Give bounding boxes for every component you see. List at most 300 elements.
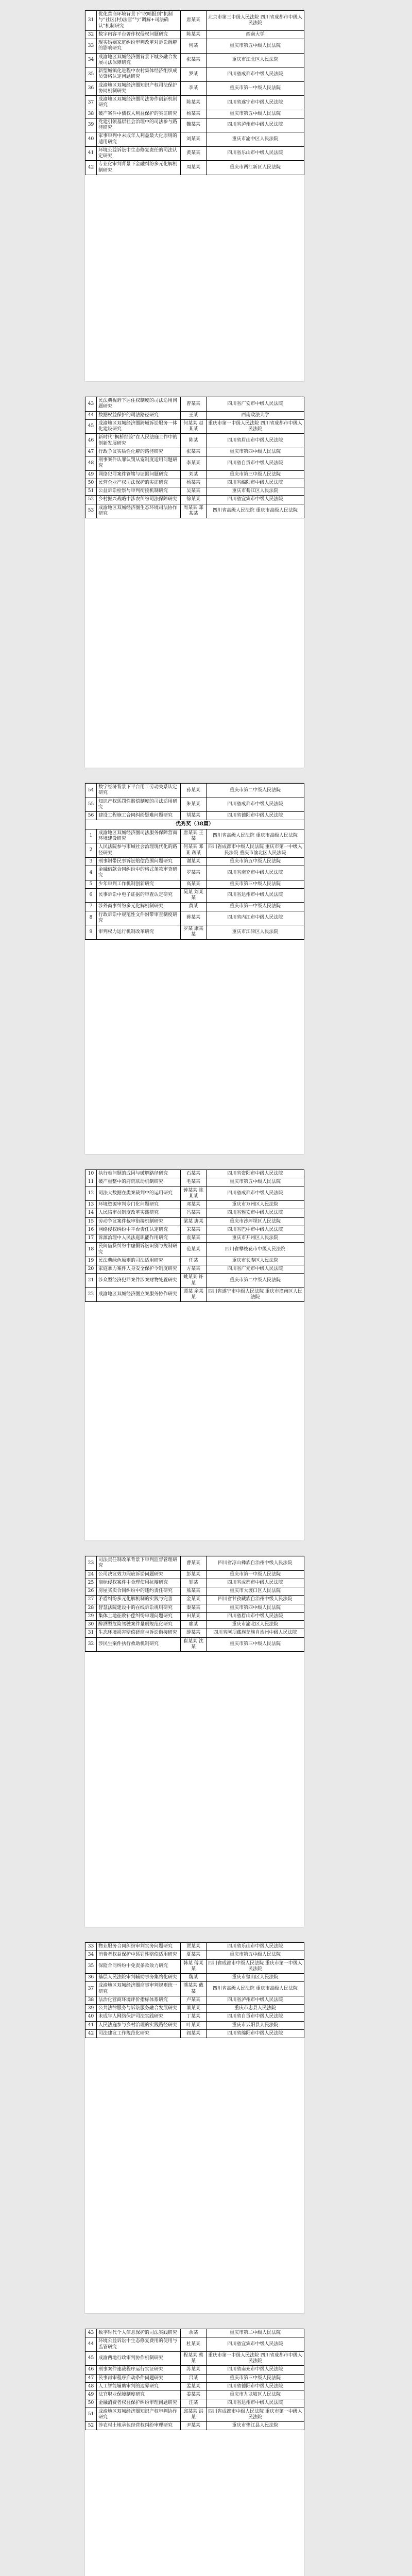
table-row: [85, 448, 304, 456]
author: 卢某某: [181, 1996, 207, 2004]
row-number: 34: [85, 1951, 97, 1959]
author: 罗某某: [181, 866, 207, 880]
affiliation: 重庆市万州区人民法院: [207, 1201, 304, 1209]
paper-title: 金融借款合同纠纷中的格式条款审查研究: [97, 866, 181, 880]
row-number: 19: [85, 1257, 97, 1265]
row-number: 23: [85, 1556, 97, 1571]
table-row: [85, 857, 304, 866]
affiliation: 重庆市垫江县人民法院: [207, 2422, 304, 2430]
paper-title: 环境公益诉讼中生态修复费用的使用与监管研究: [97, 2337, 181, 2352]
author: 李某某: [181, 456, 207, 471]
affiliation: 北京市第三中级人民法院 四川省成都市中级人民法院: [207, 11, 304, 31]
author: 梁某 唐某: [181, 1217, 207, 1226]
paper-title: 环境公益诉讼中生态修复责任的司法认定研究: [97, 146, 181, 161]
paper-title: 成渝地区双城经济圈司法服务保障营商环境建设研究: [97, 829, 181, 843]
paper-title: 优化营商环境背景下“吹哨报到”机制与“社区(村)法官”与“调解+司法确认”机制研究: [97, 11, 181, 31]
paper-title: 行政争议实质性化解的路径研究: [97, 448, 181, 456]
row-number: 55: [85, 798, 97, 812]
row-number: 48: [85, 2382, 97, 2391]
row-number: 33: [85, 39, 97, 54]
paper-title: 法官职业保障制度研究: [97, 2391, 181, 2399]
author: 田某某: [181, 1612, 207, 1620]
author: 蒋某某: [181, 911, 207, 925]
paper-title: 公司决议效力瑕疵诉讼问题研究: [97, 1570, 181, 1579]
table-row: [85, 67, 304, 82]
affiliation: 西南政法大学: [207, 411, 304, 419]
row-number: 28: [85, 1604, 97, 1612]
affiliation: 重庆市第一中级人民法院 四川省成都市中级人民法院: [207, 419, 304, 434]
row-number: 5: [85, 880, 97, 888]
table-row: [85, 1217, 304, 1226]
row-number: 2: [85, 843, 97, 858]
affiliation: 四川省成都市中级人民法院: [207, 1579, 304, 1587]
table-row: [85, 1556, 304, 1571]
author: 孟某某: [181, 2382, 207, 2391]
row-number: 43: [85, 2329, 97, 2337]
row-number: 8: [85, 911, 97, 925]
row-number: 26: [85, 1587, 97, 1596]
table-row: [85, 2013, 304, 2021]
table-row: [85, 1187, 304, 1201]
paper-title: 涉民生案件执行救助机制研究: [97, 1637, 181, 1652]
row-number: 36: [85, 81, 97, 96]
paper-title: 网络侵权纠纷中平台责任认定研究: [97, 1226, 181, 1234]
row-number: 32: [85, 30, 97, 39]
table-row: [85, 1621, 304, 1629]
author: 金某某: [181, 1596, 207, 1604]
table-row: [85, 911, 304, 925]
row-number: 52: [85, 2422, 97, 2430]
table-row: [85, 397, 304, 412]
table-row: [85, 1951, 304, 1959]
table-row: [85, 110, 304, 118]
author: 陈某: [181, 434, 207, 448]
row-number: 53: [85, 504, 97, 518]
paper-title: 司法建议工作规范化研究: [97, 2029, 181, 2038]
table-row: [85, 2382, 304, 2391]
table-row: [85, 843, 304, 858]
table-row: [85, 411, 304, 419]
table-row: [85, 925, 304, 940]
affiliation: 重庆市大渡口区人民法院: [207, 1587, 304, 1596]
affiliation: 重庆市开州区人民法院: [207, 1234, 304, 1243]
affiliation: 四川省高级人民法院 重庆市高级人民法院: [207, 1982, 304, 1996]
author: 吴某 刘某某: [181, 888, 207, 903]
author: 刘某: [181, 470, 207, 479]
paper-title: 成渝地区双城经济圈生态环境司法协作研究: [97, 504, 181, 518]
row-number: 40: [85, 2013, 97, 2021]
row-number: 11: [85, 1178, 97, 1187]
paper-title: 成渝地区双城经济圈跨域诉讼服务一体化建设研究: [97, 419, 181, 434]
table-row: [85, 434, 304, 448]
table-row: [85, 866, 304, 880]
paper-title: 数字经济背景下平台用工劳动关系认定研究: [97, 784, 181, 798]
table-row: [85, 1996, 304, 2004]
paper-title: 数字时代个人信息保护的司法实践研究: [97, 2329, 181, 2337]
paper-title: 新型城镇化进程中农村集体经济组织成员资格认定问题研究: [97, 67, 181, 82]
paper-title: 现实婚姻家庭纠纷审判改革对诉讼调解的影响研究: [97, 39, 181, 54]
author: 夏某某: [181, 1951, 207, 1959]
paper-title: 知识产权惩罚性赔偿制度的司法适用研究: [97, 798, 181, 812]
affiliation: 重庆市江北区人民法院: [207, 53, 304, 67]
affiliation: 四川省眉山市中级人民法院: [207, 1612, 304, 1620]
paper-title: 法治化营商环境评价指标体系研究: [97, 1996, 181, 2004]
author: 谢某某: [181, 857, 207, 866]
row-number: 38: [85, 1996, 97, 2004]
author: 陈某某: [181, 30, 207, 39]
author: 魏某某: [181, 118, 207, 132]
table-row: [85, 146, 304, 161]
paper-title: 物业服务合同纠纷审判实务问题研究: [97, 1943, 181, 1951]
paper-title: 家事审判中未成年人利益最大化原则的适用研究: [97, 132, 181, 147]
affiliation: 重庆市渝中区人民法院: [207, 132, 304, 147]
table-row: [85, 39, 304, 54]
row-number: 47: [85, 448, 97, 456]
paper-title: 未成年人网络保护司法实践研究: [97, 2013, 181, 2021]
award-table: [85, 1942, 304, 2038]
paper-title: 民间借贷纠纷中虚假诉讼识别与规制研究: [97, 1243, 181, 1257]
table-row: [85, 2399, 304, 2408]
paper-title: 人民法庭参与乡村治理的实践路径研究: [97, 2021, 181, 2029]
table-row: [85, 1943, 304, 1951]
row-number: 33: [85, 1943, 97, 1951]
affiliation: 重庆市第二中级人民法院: [207, 2329, 304, 2337]
paper-title: 生态环境损害赔偿磋商与诉讼衔接研究: [97, 1629, 181, 1637]
row-number: 27: [85, 1596, 97, 1604]
paper-title: 成渝地区双城经济圈商事审判规则统一研究: [97, 1982, 181, 1996]
row-number: 4: [85, 866, 97, 880]
table-row: [85, 1287, 304, 1302]
affiliation: 四川省乐山市中级人民法院: [207, 1943, 304, 1951]
paper-title: 审判权力运行机制改革研究: [97, 925, 181, 940]
row-number: 21: [85, 1274, 97, 1288]
author: 宋某某: [181, 1226, 207, 1234]
author: 曾某某: [181, 397, 207, 412]
affiliation: 重庆市九龙坡区人民法院: [207, 2391, 304, 2399]
row-number: 32: [85, 1637, 97, 1652]
table-row: [85, 96, 304, 110]
table-row: [85, 2005, 304, 2013]
table-row: [85, 81, 304, 96]
table-row: [85, 784, 304, 798]
affiliation: 四川省成都市中级人民法院 重庆市第一中级人民法院 重庆市渝北区人民法院: [207, 843, 304, 858]
row-number: 50: [85, 479, 97, 487]
paper-title: 新时代“枫桥经验”在人民法庭工作中的创新发展研究: [97, 434, 181, 448]
row-number: 44: [85, 2337, 97, 2352]
table-row: [85, 2391, 304, 2399]
paper-title: 劳动争议案件裁审衔接机制研究: [97, 1217, 181, 1226]
paper-title: 刑事附带民事诉讼赔偿范围问题研究: [97, 857, 181, 866]
affiliation: 四川省自贡市中级人民法院: [207, 456, 304, 471]
table-row: [85, 798, 304, 812]
affiliation: 重庆市第一中级人民法院: [207, 903, 304, 911]
author: 徐某某: [181, 496, 207, 504]
author: 阎某某: [181, 2029, 207, 2038]
affiliation: 四川省资阳市中级人民法院: [207, 1170, 304, 1178]
author: 贾某某: [181, 1943, 207, 1951]
table-row: [85, 1257, 304, 1265]
author: 姚某某 许某: [181, 1274, 207, 1288]
table-row: [85, 456, 304, 471]
paper-title: 数字内容平台著作权侵权问题研究: [97, 30, 181, 39]
affiliation: 四川省内江市中级人民法院: [207, 911, 304, 925]
affiliation: 重庆市第五中级人民法院: [207, 39, 304, 54]
row-number: 41: [85, 2021, 97, 2029]
paper-title: 环境资源审判专门化问题研究: [97, 1201, 181, 1209]
table-row: [85, 53, 304, 67]
table-row: [85, 1178, 304, 1187]
affiliation: 四川省成都市中级人民法院: [207, 67, 304, 82]
paper-title: 诉源治理中人民法庭职能作用研究: [97, 1234, 181, 1243]
author: 苏某某: [181, 2366, 207, 2374]
row-number: 40: [85, 132, 97, 147]
row-number: 3: [85, 857, 97, 866]
affiliation: 重庆市第五中级人民法院: [207, 857, 304, 866]
affiliation: 四川省宜宾市中级人民法院: [207, 2337, 304, 2352]
row-number: 16: [85, 1226, 97, 1234]
table-row: [85, 1201, 304, 1209]
table-row: [85, 2422, 304, 2430]
paper-title: 涉外商事纠纷多元化解机制研究: [97, 903, 181, 911]
author: 张某某: [181, 448, 207, 456]
row-number: 6: [85, 888, 97, 903]
table-row: [85, 1974, 304, 1982]
paper-title: 成渝地区双城经济圈立案服务协作研究: [97, 1287, 181, 1302]
row-number: 31: [85, 1629, 97, 1637]
affiliation: 四川省广安市中级人民法院: [207, 397, 304, 412]
row-number: 37: [85, 96, 97, 110]
row-number: 14: [85, 1209, 97, 1217]
row-number: 51: [85, 2408, 97, 2422]
author: 陈某某: [181, 96, 207, 110]
author: 袁某某: [181, 1234, 207, 1243]
row-number: 45: [85, 2351, 97, 2366]
author: 张某某: [181, 53, 207, 67]
affiliation: 重庆市第三中级人民法院: [207, 1637, 304, 1652]
paper-title: 人工智能辅助审判的边界研究: [97, 2382, 181, 2391]
row-number: 49: [85, 470, 97, 479]
row-number: 35: [85, 67, 97, 82]
affiliation: 重庆市忠县人民法院: [207, 2005, 304, 2013]
paper-title: 民营企业产权司法保护的实证研究: [97, 479, 181, 487]
paper-title: 成渝地区双城经济圈司法协作创新机制研究: [97, 96, 181, 110]
affiliation: 重庆市两江新区人民法院: [207, 161, 304, 175]
affiliation: 四川省泸州市中级人民法院: [207, 1996, 304, 2004]
paper-title: 专业化审判背景下金融纠纷多元化解机制研究: [97, 161, 181, 175]
row-number: 35: [85, 1959, 97, 1974]
row-number: 22: [85, 1287, 97, 1302]
paper-title: 保险合同纠纷中免责条款效力研究: [97, 1959, 181, 1974]
author: 孙某某: [181, 784, 207, 798]
affiliation: 重庆市第三中级人民法院: [207, 880, 304, 888]
author: 高某某: [181, 880, 207, 888]
award-table: [85, 1556, 304, 1652]
author: 廖某: [181, 1621, 207, 1629]
paper-title: 破产重整中的府院联动机制研究: [97, 1178, 181, 1187]
author: 汪某: [181, 2399, 207, 2408]
author: 邱某某 洪某: [181, 2408, 207, 2422]
paper-title: 房屋买卖合同纠纷中的违约责任研究: [97, 1587, 181, 1596]
row-number: 1: [85, 829, 97, 843]
paper-title: 党建引领基层社会治理中的司法参与路径研究: [97, 118, 181, 132]
author: 冯某某: [181, 1209, 207, 1217]
author: 萧某某: [181, 2005, 207, 2013]
author: 薛某某: [181, 1629, 207, 1637]
paper-title: 司法责任制改革背景下审判监督管理研究: [97, 1556, 181, 1571]
table-row: [85, 1170, 304, 1178]
author: 唐某某 王某: [181, 829, 207, 843]
row-number: 39: [85, 2005, 97, 2013]
award-table: [85, 1170, 304, 1302]
author: 吴某某: [181, 487, 207, 496]
paper-title: 刑事案件速裁程序运行实证研究: [97, 2366, 181, 2374]
author: 何某: [181, 39, 207, 54]
author: 杜某某: [181, 2337, 207, 2352]
row-number: 24: [85, 1570, 97, 1579]
author: 方某某: [181, 1265, 207, 1274]
row-number: 56: [85, 812, 97, 820]
section-heading: 优秀奖（38篇）: [85, 820, 304, 829]
affiliation: 西南大学: [207, 30, 304, 39]
paper-title: 矛盾纠纷多元化解机制的实践与完善: [97, 1596, 181, 1604]
affiliation: 四川省乐山市中级人民法院: [207, 146, 304, 161]
row-number: 48: [85, 456, 97, 471]
table-row: [85, 2021, 304, 2029]
affiliation: 重庆市渝北区人民法院: [207, 1621, 304, 1629]
author: 杨某某: [181, 479, 207, 487]
affiliation: 重庆市第五中级人民法院: [207, 110, 304, 118]
paper-title: 刑事案件认罪认罚从宽制度适用问题研究: [97, 456, 181, 471]
affiliation: 重庆市第一中级人民法院 四川省成都市中级人民法院: [207, 2351, 304, 2366]
affiliation: 重庆市第二中级人民法院: [207, 784, 304, 798]
row-number: 39: [85, 118, 97, 132]
author: 魏某: [181, 1974, 207, 1982]
author: 潘某某 戴某: [181, 1982, 207, 1996]
paper-title: 公益诉讼检察与审判衔接机制研究: [97, 487, 181, 496]
author: 程某某 蔡某: [181, 2351, 207, 2366]
paper-title: 集体土地征收补偿纠纷审理问题研究: [97, 1612, 181, 1620]
table-row: [85, 2374, 304, 2382]
affiliation: 四川省高级人民法院 重庆市高级人民法院: [207, 829, 304, 843]
affiliation: 四川省绵阳市中级人民法院: [207, 479, 304, 487]
author: 周某某 郑某某: [181, 504, 207, 518]
document-page-1: [85, 10, 304, 381]
table-row: [85, 1612, 304, 1620]
table-row: [85, 132, 304, 147]
row-number: 41: [85, 146, 97, 161]
author: 任某: [181, 1257, 207, 1265]
affiliation: 四川省南充市中级人民法院: [207, 866, 304, 880]
table-row: [85, 2408, 304, 2422]
affiliation: 重庆市綦江区人民法院: [207, 487, 304, 496]
paper-title: 民事诉讼中电子证据的审查认定研究: [97, 888, 181, 903]
award-table: [85, 783, 304, 940]
row-number: 37: [85, 1982, 97, 1996]
affiliation: 四川省德阳市中级人民法院: [207, 812, 304, 820]
row-number: 45: [85, 419, 97, 434]
affiliation: 重庆市第一中级人民法院: [207, 1570, 304, 1579]
row-number: 9: [85, 925, 97, 940]
row-number: 25: [85, 1579, 97, 1587]
affiliation: 四川省达州市中级人民法院: [207, 888, 304, 903]
table-row: [85, 1982, 304, 1996]
affiliation: 四川省雅安市中级人民法院: [207, 1209, 304, 1217]
affiliation: 四川省高级人民法院 重庆市高级人民法院: [207, 504, 304, 518]
table-row: [85, 1959, 304, 1974]
row-number: 13: [85, 1201, 97, 1209]
author: 何某某 邓某 蒋某: [181, 843, 207, 858]
author: 唐某某: [181, 11, 207, 31]
author: 李某: [181, 81, 207, 96]
row-number: 50: [85, 2399, 97, 2408]
table-row: [85, 470, 304, 479]
affiliation: 四川省宜宾市中级人民法院: [207, 496, 304, 504]
row-number: 17: [85, 1234, 97, 1243]
affiliation: 重庆市第五中级人民法院: [207, 1178, 304, 1187]
row-number: 12: [85, 1187, 97, 1201]
author: 罗某: [181, 67, 207, 82]
table-row: [85, 1209, 304, 1217]
row-number: 51: [85, 487, 97, 496]
table-row: [85, 1226, 304, 1234]
author: 熊某某: [181, 1587, 207, 1596]
affiliation: 重庆市第四中级人民法院: [207, 448, 304, 456]
table-row: [85, 1596, 304, 1604]
row-number: 46: [85, 2366, 97, 2374]
affiliation: 四川省甘孜藏族自治州中级人民法院: [207, 1596, 304, 1604]
paper-title: 乡村振兴战略中涉农纠纷司法保障研究: [97, 496, 181, 504]
affiliation: 重庆市第二中级人民法院: [207, 1274, 304, 1288]
paper-title: 智慧法院建设中的在线诉讼规则研究: [97, 1604, 181, 1612]
table-row: [85, 1579, 304, 1587]
affiliation: 重庆市江津区人民法院: [207, 925, 304, 940]
affiliation: 重庆市第三中级人民法院: [207, 470, 304, 479]
affiliation: 重庆市云阳县人民法院: [207, 2021, 304, 2029]
paper-title: 数据权益保护的司法路径研究: [97, 411, 181, 419]
paper-title: 成渝两地行政审判协作机制研究: [97, 2351, 181, 2366]
table-row: [85, 118, 304, 132]
author: 彭某某: [181, 1570, 207, 1579]
affiliation: 四川省成都市中级人民法院: [207, 1187, 304, 1201]
paper-title: 司法大数据在类案裁判中的运用研究: [97, 1187, 181, 1201]
table-row: [85, 504, 304, 518]
affiliation: 四川省遂宁市中级人民法院 重庆市潼南区人民法院: [207, 1287, 304, 1302]
paper-title: 人民陪审员制度改革实践研究: [97, 1209, 181, 1217]
row-number: 42: [85, 161, 97, 175]
paper-title: 破产案件中债权人利益保护的实证研究: [97, 110, 181, 118]
paper-title: 成渝地区双城经济圈背景下城乡融合发展司法保障研究: [97, 53, 181, 67]
author: 谭某 余某某: [181, 1287, 207, 1302]
author: 王某: [181, 411, 207, 419]
paper-title: 家庭暴力案件人身安全保护令制度研究: [97, 1265, 181, 1274]
paper-title: 网络犯罪案件管辖与证据问题研究: [97, 470, 181, 479]
document-page-6: [85, 1942, 304, 2313]
paper-title: 醉酒型危险驾驶案件量刑规范化研究: [97, 1621, 181, 1629]
paper-title: 建设工程施工合同纠纷疑难问题研究: [97, 812, 181, 820]
affiliation: 重庆市第五中级人民法院: [207, 1951, 304, 1959]
table-row: [85, 2029, 304, 2038]
paper-title: 基层人民法院审判辅助事务集约化研究: [97, 1974, 181, 1982]
author: 余某: [181, 2329, 207, 2337]
row-number: 7: [85, 903, 97, 911]
row-number: 49: [85, 2391, 97, 2399]
paper-title: 公共法律服务与诉讼服务融合发展研究: [97, 2005, 181, 2013]
table-row: [85, 2337, 304, 2352]
affiliation: 四川省泸州市中级人民法院: [207, 118, 304, 132]
affiliation: 重庆市第一中级人民法院: [207, 81, 304, 96]
author: 姜某某: [181, 2391, 207, 2399]
row-number: 36: [85, 1974, 97, 1982]
